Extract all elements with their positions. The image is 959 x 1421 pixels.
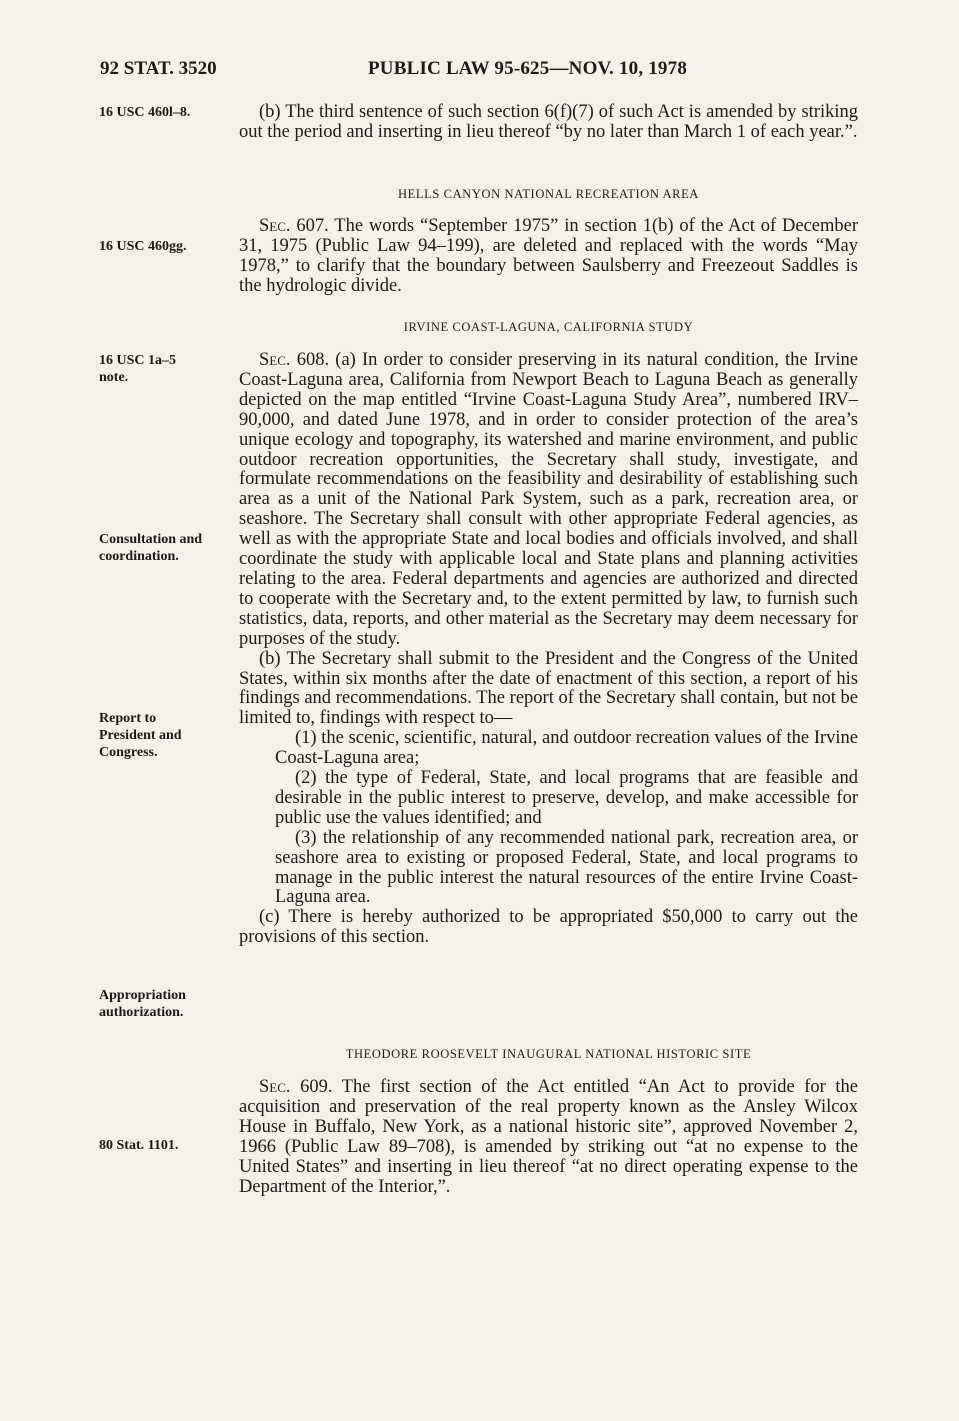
margin-note-text: Congress. (99, 745, 158, 760)
section-text: (a) In order to consider preserving in its natural condition, the Irvine Coast-Laguna area, California from Newport Beach to Laguna Beach as generally depicted on the map entitled “Irvine Coast-Laguna Study Area”, numbered IRV–90,000, and dated June 1978, and in order to consider protection of the area’s unique ecology and topography, its watershed and marine environment, and public outdoor recreation opportunities, the Secretary shall study, investigate, and formulate recommendations on the feasibility and desirability of establishing such area as a unit of the National Park System, such as a park, recreation area, or seashore. The Secretary shall consult with other appropriate Federal agencies, as well as with the appropriate State and local bodies and officials involved, and shall coordinate the study with applicable local and State plans and planning activities relating to the area. Federal departments and agencies are authorized and directed to cooperate with the Secretary and, to the extent permitted by law, to furnish such statistics, data, reports, and other material as the Secretary may deem necessary for purposes of the study. (239, 350, 858, 649)
section-b-amendment (239, 103, 858, 143)
heading-roosevelt: THEODORE ROOSEVELT INAUGURAL NATIONAL HISTORIC SITE (345, 1047, 752, 1061)
margin-note-appropriation (99, 987, 229, 1021)
list-item: (2) the type of Federal, State, and local programs that are feasible and desirable in the public interest to preserve, develop, and make accessible for public use the values identified; and (275, 768, 858, 828)
margin-note-text: authorization. (99, 1005, 184, 1020)
margin-note-usc-460l8 (99, 104, 229, 121)
margin-note-text: 80 Stat. 1101. (99, 1138, 179, 1153)
section-label: Sec. 607. (259, 216, 329, 236)
margin-note-text: coordination. (99, 549, 179, 564)
margin-note-text: Appropriation (99, 988, 186, 1003)
margin-note-text: note. (99, 370, 129, 385)
paragraph-a (239, 351, 858, 650)
stat-page-number: 92 STAT. 3520 (100, 58, 217, 79)
section-text: The words “September 1975” in section 1(b) of the Act of December 31, 1975 (Public Law 94–199), are deleted and replaced with the words “May 1978,” to clarify that the boundary between Saulsberry and Freezeout Saddles is the hydrologic divide. (239, 216, 858, 296)
margin-note-text: 16 USC 460gg. (99, 239, 187, 254)
section-label: Sec. 609. (259, 1077, 333, 1097)
page-header (100, 58, 860, 84)
margin-note-text: Report to (99, 711, 157, 726)
paragraph: (b) The third sentence of such section 6(f)(7) of such Act is amended by striking out the period and inserting in lieu thereof “by no later than March 1 of each year.”. (239, 102, 858, 142)
list-item: (1) the scenic, scientific, natural, and outdoor recreation values of the Irvine Coast-Laguna area; (275, 728, 858, 769)
heading-hells-canyon: HELLS CANYON NATIONAL RECREATION AREA (398, 187, 699, 201)
section-608 (239, 351, 858, 948)
margin-note-usc-1a5 (99, 352, 229, 386)
margin-note-text: 16 USC 460l–8. (99, 105, 191, 120)
paragraph (239, 217, 858, 297)
section-607 (239, 217, 858, 297)
paragraph-c: (c) There is hereby authorized to be appropriated $50,000 to carry out the provisions of this section. (239, 907, 858, 948)
paragraph (239, 1078, 858, 1197)
heading-irvine: IRVINE COAST-LAGUNA, CALIFORNIA STUDY (403, 320, 694, 334)
list-item: (3) the relationship of any recommended national park, recreation area, or seashore area to existing or proposed Federal, State, and local programs to manage in the public interest the natural resources of the entire Irvine Coast-Laguna area. (275, 827, 858, 908)
margin-note-usc-460gg (99, 238, 229, 255)
paragraph-b: (b) The Secretary shall submit to the President and the Congress of the United States, within six months after the date of enactment of this section, a report of his findings and recommendations. The report of the Secretary shall contain, but not be limited to, findings with respect to— (239, 648, 858, 729)
section-text: The first section of the Act entitled “An Act to provide for the acquisition and preservation of the real property known as the Ansley Wilcox House in Buffalo, New York, as a national historic site”, approved November 2, 1966 (Public Law 89–708), is amended by striking out “at no expense to the United States” and inserting in lieu thereof “at no direct operating expense to the Department of the Interior,”. (239, 1077, 858, 1197)
margin-note-consultation (99, 531, 229, 565)
section-label: Sec. 608. (259, 350, 330, 370)
margin-note-text: Consultation and (99, 532, 203, 547)
margin-note-80-stat-1101 (99, 1137, 229, 1154)
margin-note-text: 16 USC 1a–5 (99, 353, 177, 368)
section-609 (239, 1078, 858, 1197)
law-title: PUBLIC LAW 95-625—NOV. 10, 1978 (368, 58, 688, 79)
margin-note-report (99, 710, 229, 761)
margin-note-text: President and (99, 728, 182, 743)
